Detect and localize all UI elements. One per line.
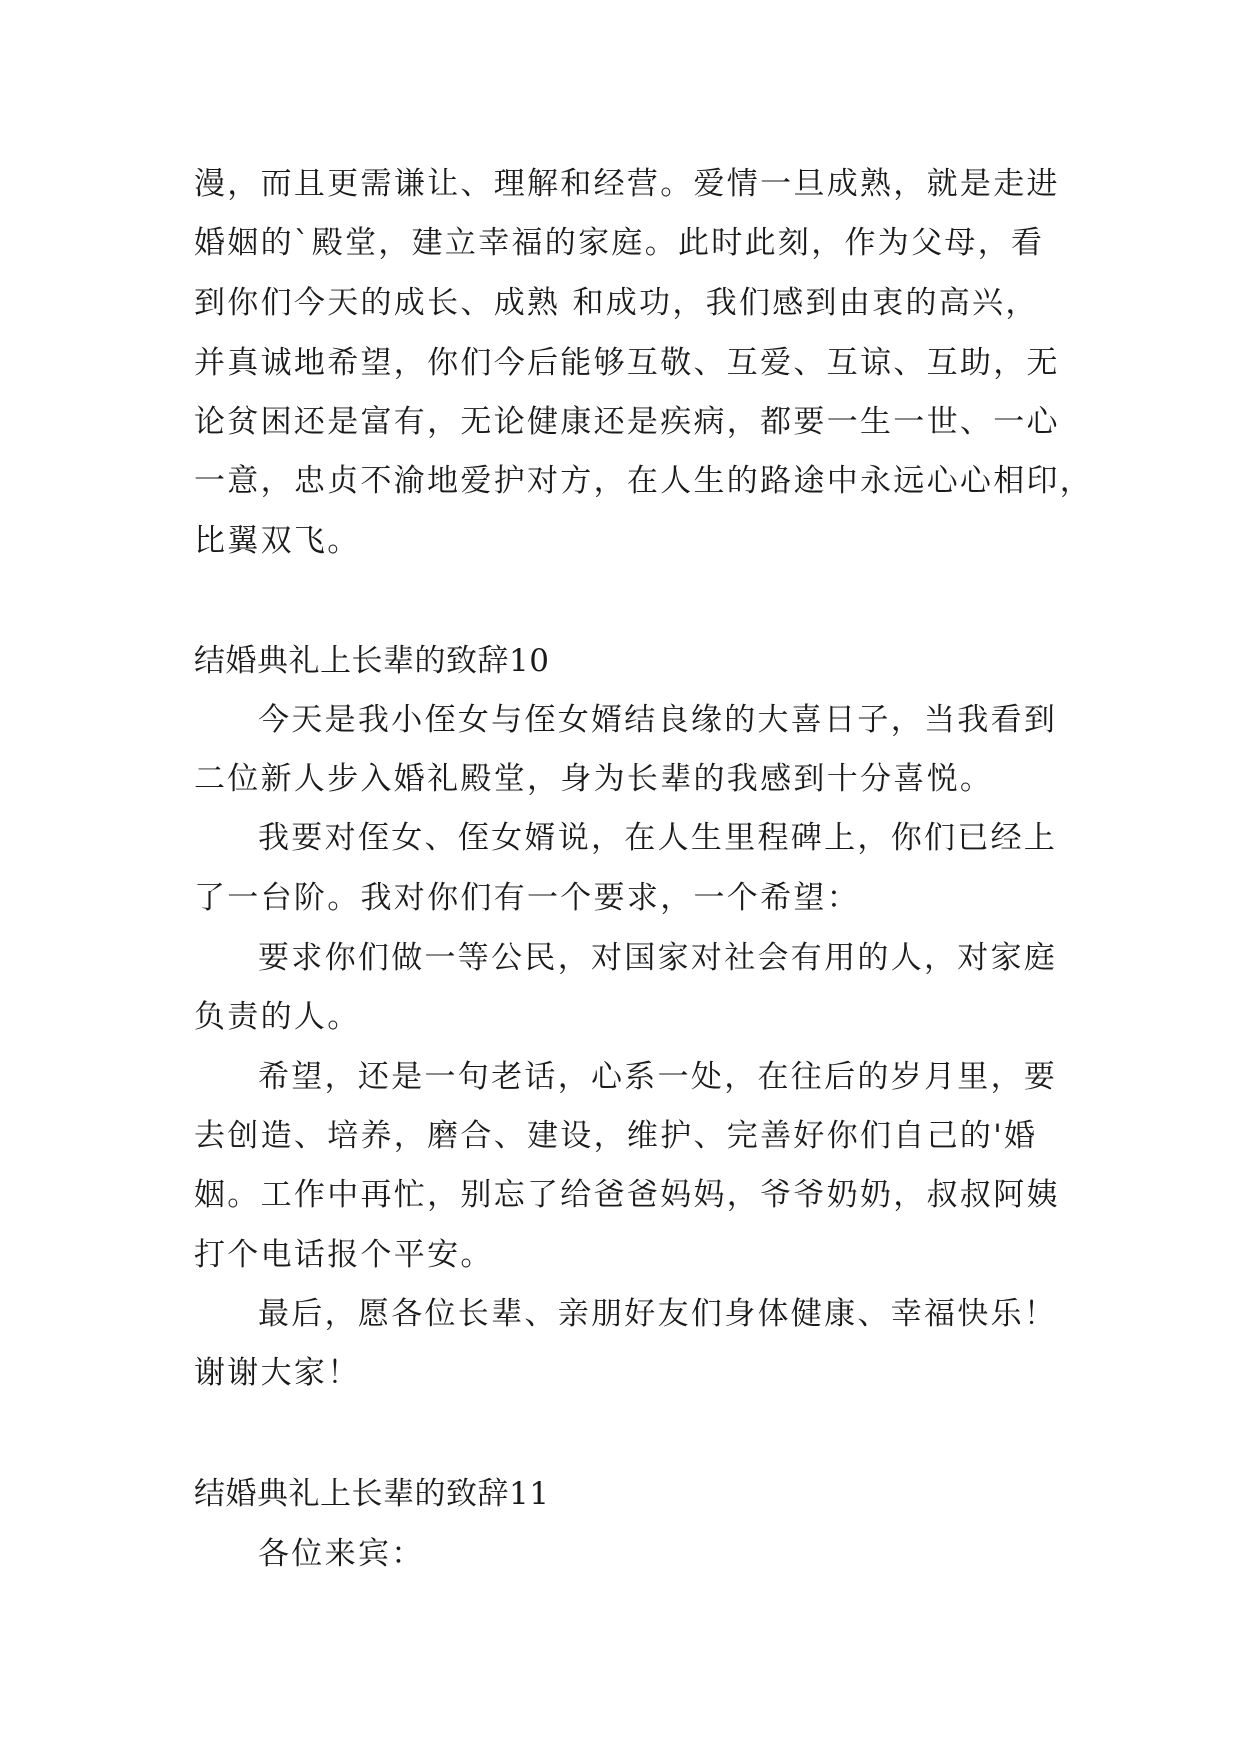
paragraph-line: 最后，愿各位长辈、亲朋好友们身体健康、幸福快乐！ — [258, 1296, 1058, 1332]
paragraph-line: 我要对侄女、侄女婿说，在人生里程碑上，你们已经上 — [258, 820, 1058, 856]
section-heading: 结婚典礼上长辈的致辞10 — [194, 643, 550, 679]
paragraph-line: 比翼双飞。 — [194, 523, 361, 559]
paragraph-line: 今天是我小侄女与侄女婿结良缘的大喜日子，当我看到 — [258, 702, 1058, 738]
paragraph-line: 要求你们做一等公民，对国家对社会有用的人，对家庭 — [258, 940, 1058, 976]
paragraph-line: 姻。工作中再忙，别忘了给爸爸妈妈，爷爷奶奶，叔叔阿姨 — [194, 1177, 1060, 1213]
paragraph-line: 去创造、培养，磨合、建设，维护、完善好你们自己的'婚 — [194, 1118, 1038, 1154]
paragraph-line: 婚姻的`殿堂，建立幸福的家庭。此时此刻，作为父母，看 — [194, 225, 1045, 261]
paragraph-line: 到你们今天的成长、成熟 和成功，我们感到由衷的高兴， — [194, 285, 1039, 321]
paragraph-line: 一意，忠贞不渝地爱护对方，在人生的路途中永远心心相印， — [194, 463, 1094, 499]
section-heading: 结婚典礼上长辈的致辞11 — [194, 1476, 550, 1512]
paragraph-line: 漫，而且更需谦让、理解和经营。爱情一旦成熟，就是走进 — [194, 166, 1060, 202]
paragraph-line: 了一台阶。我对你们有一个要求，一个希望： — [194, 880, 860, 916]
paragraph-line: 负责的人。 — [194, 999, 361, 1035]
paragraph-line: 谢谢大家！ — [194, 1355, 361, 1391]
paragraph-line: 打个电话报个平安。 — [194, 1237, 494, 1273]
paragraph-line: 各位来宾： — [258, 1536, 425, 1572]
paragraph-line: 希望，还是一句老话，心系一处，在往后的岁月里，要 — [258, 1059, 1058, 1095]
paragraph-line: 并真诚地希望，你们今后能够互敬、互爱、互谅、互助，无 — [194, 345, 1060, 381]
paragraph-line: 二位新人步入婚礼殿堂，身为长辈的我感到十分喜悦。 — [194, 761, 994, 797]
paragraph-line: 论贫困还是富有，无论健康还是疾病，都要一生一世、一心 — [194, 404, 1060, 440]
